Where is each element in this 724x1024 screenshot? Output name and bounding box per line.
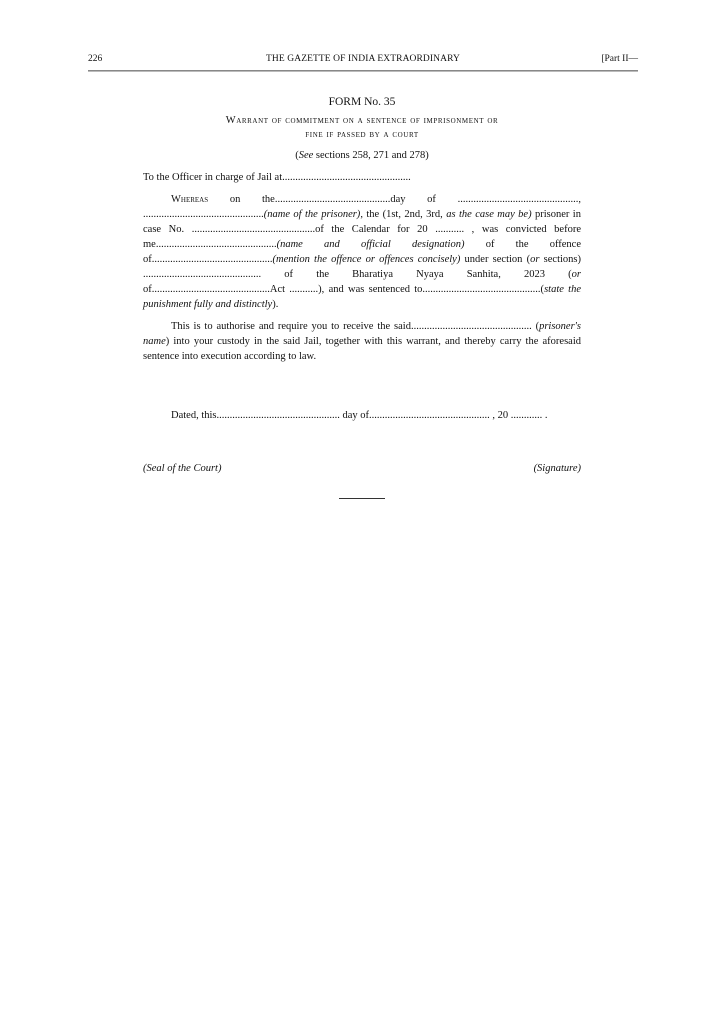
p1-text-7: of.............................................Act ...........), and was sentenced to.............................................( [143, 284, 545, 295]
end-rule [339, 498, 385, 499]
page-number: 226 [88, 54, 103, 64]
signature-label: (Signature) [533, 463, 581, 474]
gazette-title: THE GAZETTE OF INDIA EXTRAORDINARY [266, 54, 460, 64]
p1-text-1: on the............................................day of .............................................., .............................................. [143, 194, 581, 220]
see-sections [143, 148, 581, 163]
form-heading [163, 114, 561, 142]
header-rule [88, 70, 638, 72]
p1-italic-7: state the punishment fully and distinctly [143, 284, 581, 310]
signature-row [143, 461, 581, 477]
p1-text-4: of the offence of.............................................. [143, 239, 582, 265]
page-header [88, 54, 638, 70]
p2-text-1: This is to authorise and require you to receive the said.............................................. ( [171, 321, 540, 332]
p1-text-5: under section ( [460, 254, 531, 265]
form-heading-line1: Warrant of commitment on a sentence of imprisonment or [225, 115, 499, 126]
whereas-paragraph [143, 192, 581, 312]
p1-italic-3: (name and official designation) [276, 239, 465, 250]
form-number: FORM No. 35 [328, 96, 396, 108]
p2-text-2: ) into your custody in the said Jail, together with this warrant, and thereby carry the aforesaid sentence into execution according to law. [143, 336, 581, 362]
see-open-paren: ( [295, 150, 299, 161]
part-label: [Part II— [601, 54, 638, 64]
addressee-line: To the Officer in charge of Jail at................................................. [143, 172, 411, 183]
p1-italic-2: as the case may be) [446, 209, 532, 220]
authorise-paragraph [143, 319, 581, 364]
p1-text-6: sections) ............................................. of the Bharatiya Nyaya Sanhita, 2023 ( [143, 254, 581, 280]
see-sections-text: sections 258, 271 and 278) [313, 150, 429, 161]
p1-text-8: ). [272, 299, 279, 310]
p1-italic-5: or [530, 254, 540, 265]
see-word: See [298, 150, 314, 161]
p1-italic-6: or [571, 269, 581, 280]
form-heading-line2: fine if passed by a court [305, 129, 419, 140]
whereas-word: Whereas [171, 194, 209, 205]
form-body [143, 95, 581, 477]
p2-italic-1: prisoner's name [143, 321, 581, 347]
p1-italic-1: (name of the prisoner) [263, 209, 361, 220]
p1-text-3: prisoner in case No. ...............................................of the Calendar for 20 ........... , was convicted before me.............................................. [143, 209, 581, 250]
p1-italic-4: (mention the offence or offences concisely) [272, 254, 461, 265]
p1-text-2: , the (1st, 2nd, 3rd, [360, 209, 447, 220]
dated-line: Dated, this............................................... day of.............................................. , 20 ............ . [171, 410, 548, 421]
seal-of-court: (Seal of the Court) [143, 463, 222, 474]
